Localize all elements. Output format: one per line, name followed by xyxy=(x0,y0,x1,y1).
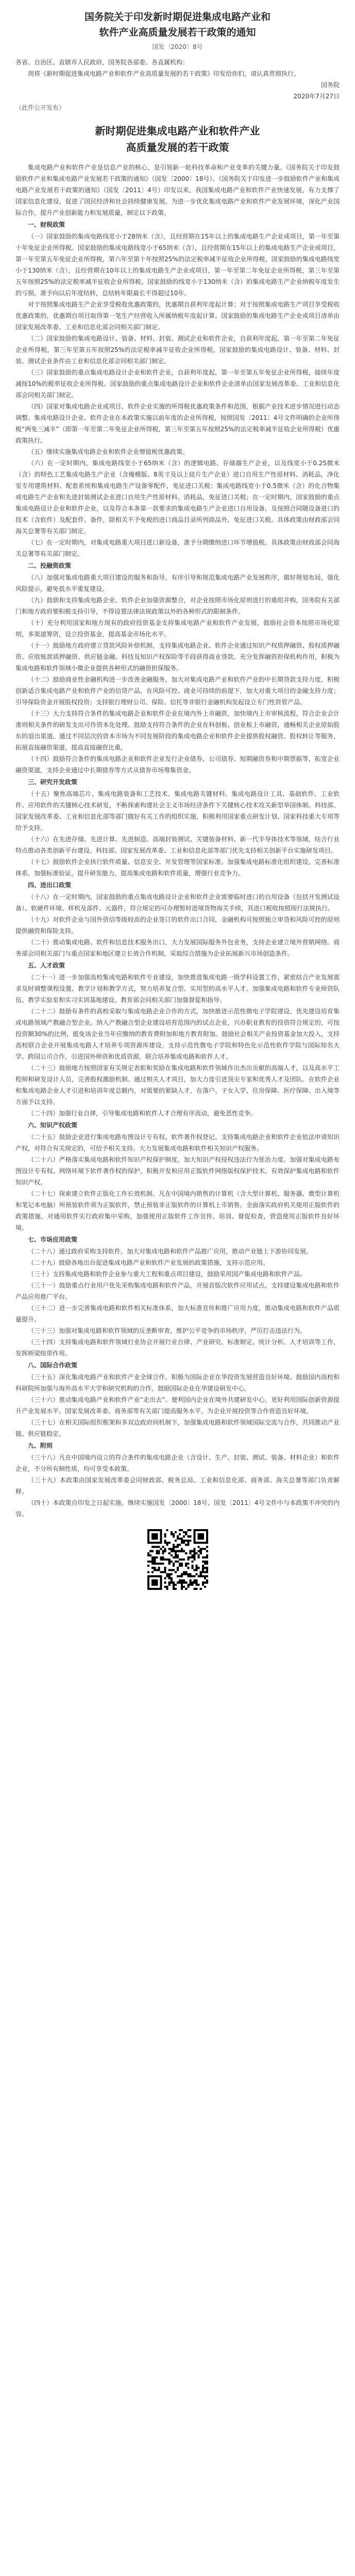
notice-title-line2: 软件产业高质量发展若干政策的通知 xyxy=(99,27,256,38)
section-heading: 四、进出口政策 xyxy=(28,882,72,889)
policy-paragraph: （八）加强对集成电路重大项目建设的服务和指导，有序引导和规范集成电路产业发展秩序，做好规划布局，强化风险提示，避免低水平重复建设。 xyxy=(15,574,340,592)
policy-preamble xyxy=(15,162,340,218)
qr-code-icon xyxy=(147,1529,208,1590)
policy-paragraph: （三十五）深化集成电路产业和软件产业全球合作，积极为国际企业在华投资发展营造良好环境。鼓励国内高校和科研院所加强与海外高水平大学和研究机构的合作，鼓励国际企业在华建设研发中心。 xyxy=(15,1374,340,1392)
policy-title xyxy=(15,123,340,156)
policy-paragraph: 对于按照集成电路生产企业享受税收优惠政策的，优惠期自获利年度起计算；对于按照集成电路生产项目享受税收优惠政策的，优惠期自项目取得第一笔生产经营收入所属纳税年度起计算。国家鼓励的集成电路生产企业或项目清单由国家发展改革委、工业和信息化部会同相关部门制定。 xyxy=(15,301,340,331)
policy-paragraph: （十七）鼓励软件企业执行软件质量、信息安全、开发管理等国家标准。加强集成电路标准化组织建设，完善标准体系，加强标准验证，提升研发能力。提高集成电路和软件质量，增强行业竞争力。 xyxy=(15,858,340,877)
section-heading: 二、投融资政策 xyxy=(28,562,72,569)
document-number: 国发〔2020〕8号 xyxy=(152,43,203,50)
policy-paragraph: （二十四）加强行业自律，引导集成电路和软件人才合理有序流动，避免恶性竞争。 xyxy=(28,1110,257,1117)
policy-title-line1: 新时期促进集成电路产业和软件产业 xyxy=(95,125,260,137)
section-heading: 八、国际合作政策 xyxy=(28,1362,78,1369)
policy-paragraph: （二十九）鼓励各地出台促进集成电路产业和软件产业发展的政策措施，支持示范应用。 xyxy=(28,1259,269,1266)
policy-paragraph: （二十）推动集成电路、软件和信息技术服务出口，大力发展国际服务外包业务，支持企业建立境外营销网络。商务部会同相关部门与重点国家和地区建立长效合作机制，采取综合措施为企业拓展新兴市场创造条件。 xyxy=(15,939,340,957)
policy-paragraph: （三十二）进一步完善集成电路和软件相关标准体系，加大标准宣传和推广应用力度，推动集成电路和软件产品质量提升。 xyxy=(15,1304,340,1323)
policy-paragraph: （二十六）严格落实集成电路和软件知识产权保护制度，加大知识产权侵权违法行为惩治力度。加强对集成电路布图设计专有权、网络环境下软件著作权的保护，积极开发和应用正版软件网络版权保护技术，有效保护集成电路和软件知识产权。 xyxy=(15,1156,340,1186)
policy-paragraph: （二十一）进一步加强高校集成电路和软件专业建设，加快推进集成电路一级学科设置工作，紧密结合产业发展需求及时调整课程设置、教学计划和教学方式，努力培养复合型、实用型的高水平人才。加强集成电路和软件专业师资队伍、教学实验室和实习实训基地建设。教育部会同相关部门加强督促和指导。 xyxy=(15,974,340,1004)
preamble-paragraph: 集成电路产业和软件产业是信息产业的核心，是引领新一轮科技革命和产业变革的关键力量。《国务院关于印发鼓励软件产业和集成电路产业发展若干政策的通知》（国发〔2000〕18号）、《国务院关于印发进一步鼓励软件产业和集成电路产业发展若干政策的通知》（国发〔2011〕4号）印发以来，我国集成电路产业和软件产业快速发展，有力支撑了国家信息化建设，促进了国民经济和社会持续健康发展。为进一步优化集成电路产业和软件产业发展环境，深化产业国际合作，提升产业创新能力和发展质量，制定以下政策。 xyxy=(15,164,340,216)
policy-paragraph: （一）国家鼓励的集成电路线宽小于28纳米（含），且经营期在15年以上的集成电路生产企业或项目，第一年至第十年免征企业所得税。国家鼓励的集成电路线宽小于65纳米（含），且经营期在15年以上的集成电路生产企业或项目，第一年至第五年免征企业所得税，第六年至第十年按照25%的法定税率减半征收企业所得税。国家鼓励的集成电路线宽小于130纳米（含），且经营期在10年以上的集成电路生产企业或项目，第一年至第二年免征企业所得税，第三年至第五年按照25%的法定税率减半征收企业所得税。国家鼓励的线宽小于130纳米（含）的集成电路生产企业纳税年度发生的亏损，准予向以后年度结转，总结转年限最长不得超过10年。 xyxy=(15,233,340,297)
section-heading: 七、市场应用政策 xyxy=(28,1236,78,1243)
notice-header xyxy=(15,9,340,53)
section-heading: 六、知识产权政策 xyxy=(28,1122,78,1129)
policy-paragraph: （十九）对软件企业与国外资信等级较高的企业签订的软件出口合同，金融机构可按照独立审贷和风险可控的原则提供融资和保险支持。 xyxy=(15,916,340,935)
policy-paragraph: （二十二）鼓励有条件的高校采取与集成电路企业合作的方式，加快推进示范性微电子学院建设。优先建设培育集成电路领域产教融合型企业。纳入产教融合型企业建设培育范围内的试点企业，兴办职业教育的投资符合规定的，可按投资额30%的比例，抵免该企业当年应缴纳的教育费附加和地方教育附加。鼓励社会相关产业投资基金加大投入，支持高校联合企业开展集成电路人才培养专项资源库建设。支持示范性微电子学院和特色化示范性软件学院与国际知名大学、跨国公司合作，引进国外师资和优质资源，联合培养集成电路和软件人才。 xyxy=(15,1008,340,1060)
notice-title-line1: 国务院关于印发新时期促进集成电路产业和 xyxy=(84,11,271,23)
policy-paragraph: （二十三）鼓励地方按照国家有关规定表彰和奖励在集成电路和软件领域作出杰出贡献的高端人才，以及高水平工程师和研发设计人员，完善股权激励机制。通过相关人才项目，加大力度引进顶尖专家和优秀人才及团队。在软件企业和集成电路企业人才引进和培训年度总额内，对需要的紧缺人才，在落户、子女入学、住房保障、医疗保障、出入境等方面予以支持。 xyxy=(15,1064,340,1106)
policy-paragraph: （二十七）探索建立软件正版化工作长效机制。凡在中国境内销售的计算机（含大型计算机、服务器、微型计算机和笔记本电脑）所预装软件须为正版软件，禁止预装非正版软件的计算机上市销售。全面落实政府机关使用正版软件的政策措施，对通用软件实行政府集中采购，加强使用正版软件工作宣传、培训、督促检查，营造使用正版软件良好环境。 xyxy=(15,1190,340,1231)
section-heading: 一、财税政策 xyxy=(28,221,65,228)
policy-paragraph: （五）继续实施集成电路企业和软件企业增值税优惠政策。 xyxy=(28,448,189,455)
publication-note: （此件公开发布） xyxy=(15,104,65,111)
policy-paragraph: （三十四）支持集成电路和软件领域行业协会开展行业自律、产业研究、标准制定、统计分析、人才培训等工作，发挥桥梁纽带作用。 xyxy=(15,1338,340,1357)
notice-issuer: 国务院 xyxy=(320,81,340,89)
policy-paragraph: （十三）大力支持符合条件的集成电路企业和软件企业在境内外上市融资，加快境内上市审核流程，符合企业会计准则相关条件的研发支出可作资本化处理。鼓励支持符合条件的企业在科创板、创业板上市融资，通畅相关企业原始股东的退出渠道。通过不同层次的资本市场为不同发展阶段的集成电路企业和软件企业提供股权融资、股权转让等服务，拓展直接融资渠道，提高直接融资比重。 xyxy=(15,710,340,751)
policy-paragraph: （三十七）在相关国际组织框架和多双边政府间机制下，加强集成电路和软件领域国际交流与合作，共同推动产业链、供应链稳定。 xyxy=(15,1419,340,1437)
policy-paragraph: （三十）支持集成电路和软件企业参与重大工程和重点项目建设，鼓励采用国产集成电路和软件产品。 xyxy=(28,1270,307,1278)
policy-title-line2: 高质量发展的若干政策 xyxy=(126,141,229,154)
policy-paragraph: （十一）鼓励地方政府建立贷款风险补偿机制，支持集成电路企业、软件企业通过知识产权质押融资、股权质押融资、应收账款质押融资、供应链金融、科技及知识产权保险等手段获得商业贷款。充分发挥融资担保机构作用，积极为集成电路和软件领域小微企业提供各种形式的融资担保服务。 xyxy=(15,642,340,672)
section-heading: 三、研究开发政策 xyxy=(28,778,78,786)
policy-paragraph: （十）充分利用国家和地方现有的政府投资基金支持集成电路产业和软件产业发展，鼓励社会资本按照市场化原则，多渠道筹资，设立投资基金，提高基金市场化水平。 xyxy=(15,619,340,638)
policy-paragraph: （十五）聚焦高端芯片、集成电路装备和工艺技术、集成电路关键材料、集成电路设计工具、基础软件、工业软件、应用软件的关键核心技术研发，不断探索构建社会主义市场经济条件下关键核心技术攻关新型举国体制。科技部、国家发展改革委、工业和信息化部等部门做好有关工作的组织实施，积极利用国家重点研发计划、国家科技重大专项等给予支持。 xyxy=(15,790,340,832)
policy-paragraph: （三十一）鼓励重点行业用户优先采购集成电路和软件产品，开展首版次软件应用试点，支持建设集成电路和软件产品应用推广平台。 xyxy=(15,1282,340,1300)
policy-paragraph: （三十九）本政策由国家发展改革委会同财政部、税务总局、工业和信息化部、商务部、海关总署等部门负责解释。 xyxy=(15,1477,340,1495)
notice-date: 2020年7月27日 xyxy=(293,93,340,100)
section-heading: 九、附则 xyxy=(28,1442,53,1449)
policy-paragraph: （二）国家鼓励的集成电路设计、装备、材料、封装、测试企业和软件企业，自获利年度起，第一年至第二年免征企业所得税，第三年至第五年按照25%的法定税率减半征收企业所得税。国家鼓励的集成电路设计、装备、材料、封装、测试企业条件由工业和信息化部会同相关部门制定。 xyxy=(15,335,340,365)
policy-paragraph: （四十）本政策自印发之日起实施。继续实施国发〔2000〕18号、国发〔2011〕4号文件中与本政策不冲突的内容。 xyxy=(15,1499,340,1518)
section-heading: 五、人才政策 xyxy=(28,962,65,969)
policy-paragraph: （十四）鼓励符合条件的集成电路企业和软件企业发行企业债券、公司债券、短期融资券和中期票据等，拓宽企业融资渠道，支持企业通过中长期债券等方式从债券市场筹集资金。 xyxy=(15,755,340,774)
policy-paragraph: （二十五）鼓励企业进行集成电路布图设计专有权、软件著作权登记。支持集成电路企业和软件企业依法申请知识产权，对符合有关规定的，可给予相关支持。大力发展集成电路和软件相关知识产权服务。 xyxy=(15,1133,340,1152)
policy-paragraph: （六）在一定时期内，集成电路线宽小于65纳米（含）的逻辑电路、存储器生产企业，以及线宽小于0.25微米（含）的特色工艺集成电路生产企业（含掩模版、8英寸及以上硅片生产企业）进口自用生产性原材料、消耗品，净化室专用建筑材料、配套系统和集成电路生产设备零配件，免征进口关税；集成电路线宽小于0.5微米（含）的化合物集成电路生产企业和先进封装测试企业进口自用生产性原材料、消耗品，免征进口关税；在一定时期内，国家鼓励的重点集成电路设计企业和软件企业，以及符合本条第一款要求的集成电路生产企业进口自用设备，及按照合同随设备进口的技术（含软件）及配套件、备件，除相关不予免税的进口商品目录所列商品外，免征进口关税。具体政策由财政部会同海关总署等有关部门制定。 xyxy=(15,460,340,535)
policy-paragraph: （七）在一定时期内，对集成电路重大项目进口新设备，准予分期缴纳进口环节增值税。具体政策由财政部会同海关总署等有关部门制定。 xyxy=(15,539,340,557)
policy-paragraph: （四）国家对集成电路企业或项目、软件企业实施的所得税优惠政策条件和范围，根据产业技术进步情况进行动态调整。集成电路设计企业、软件企业在本政策实施以前年度的企业所得税，按照国发〔2011〕4号文件明确的企业所得税“两免三减半”（即第一年至第二年免征企业所得税，第三年至第五年按照25%的法定税率减半征收企业所得税）优惠政策执行。 xyxy=(15,403,340,444)
policy-paragraph: （三十八）凡在中国境内设立的符合条件的集成电路企业（含设计、生产、封装、测试、装备、材料企业）和软件企业，不分所有制性质，均可享受本政策。 xyxy=(15,1454,340,1472)
notice-body: 现将《新时期促进集成电路产业和软件产业高质量发展的若干政策》印发给你们，请认真贯彻执行。 xyxy=(28,70,300,77)
notice-recipients: 各省、自治区、直辖市人民政府，国务院各部委、各直属机构： xyxy=(15,59,189,66)
policy-paragraph: （十六）在先进存储、先进计算、先进制造、高端封装测试、关键装备材料、新一代半导体技术等领域，结合行业特点推动各类创新平台建设。科技部、国家发展改革委、工业和信息化部等部门优先支持相关创新平台实施研发项目。 xyxy=(15,836,340,854)
policy-paragraph: （三十六）推动集成电路产业和软件产业“走出去”。便利国内企业在境外共建研发中心，更好利用国际创新资源提升产业发展水平。国家发展改革委、商务部等有关部门提高服务水平，为企业开展投资等合作营造良好环境。 xyxy=(15,1396,340,1415)
policy-sections xyxy=(15,218,340,1520)
notice-title xyxy=(15,9,340,40)
policy-paragraph: （十二）鼓励商业性金融机构进一步改善金融服务，加大对集成电路产业和软件产业的中长期贷款支持力度，积极创新适合集成电路产业和软件产业的信贷产品，在风险可控、商业可持续的前提下，加大对重大项目的金融支持力度；引导保险资金开展股权投资；支持银行理财公司、保险、信托等非银行金融机构发起设立专门性资管产品。 xyxy=(15,676,340,706)
policy-paragraph: （三）国家鼓励的重点集成电路设计企业和软件企业，自获利年度起，第一年至第五年免征企业所得税，接续年度减按10%的税率征收企业所得税。国家鼓励的重点集成电路设计企业和软件企业清单由国家发展改革委、工业和信息化部会同相关部门制定。 xyxy=(15,369,340,399)
policy-paragraph: （三十三）加强对集成电路和软件领域的反垄断审查，维护公平竞争的市场秩序，严厉打击违法行为。 xyxy=(28,1327,307,1334)
qr-code xyxy=(147,1529,208,1590)
policy-paragraph: （二十八）通过政府采购支持软件，加大对集成电路和软件产品推广应用，推动产业链上下游协同发展。 xyxy=(28,1248,313,1255)
policy-paragraph: （十八）在一定时期内，国家鼓励的重点集成电路设计企业和软件企业需要临时进口的自用设备（包括开发测试设备）、软硬件环境、样机及部件、元器件，符合规定的可办理暂时进境货物海关手续，其进口税收按照现行法规执行。 xyxy=(15,893,340,912)
policy-paragraph: （九）鼓励和支持集成电路企业、软件企业加强资源整合，对企业按照市场化原则进行的重组并购，国务院有关部门和地方政府要积极支持引导，不得设置法律法规政策以外的各种形式的限制条件。 xyxy=(15,597,340,615)
